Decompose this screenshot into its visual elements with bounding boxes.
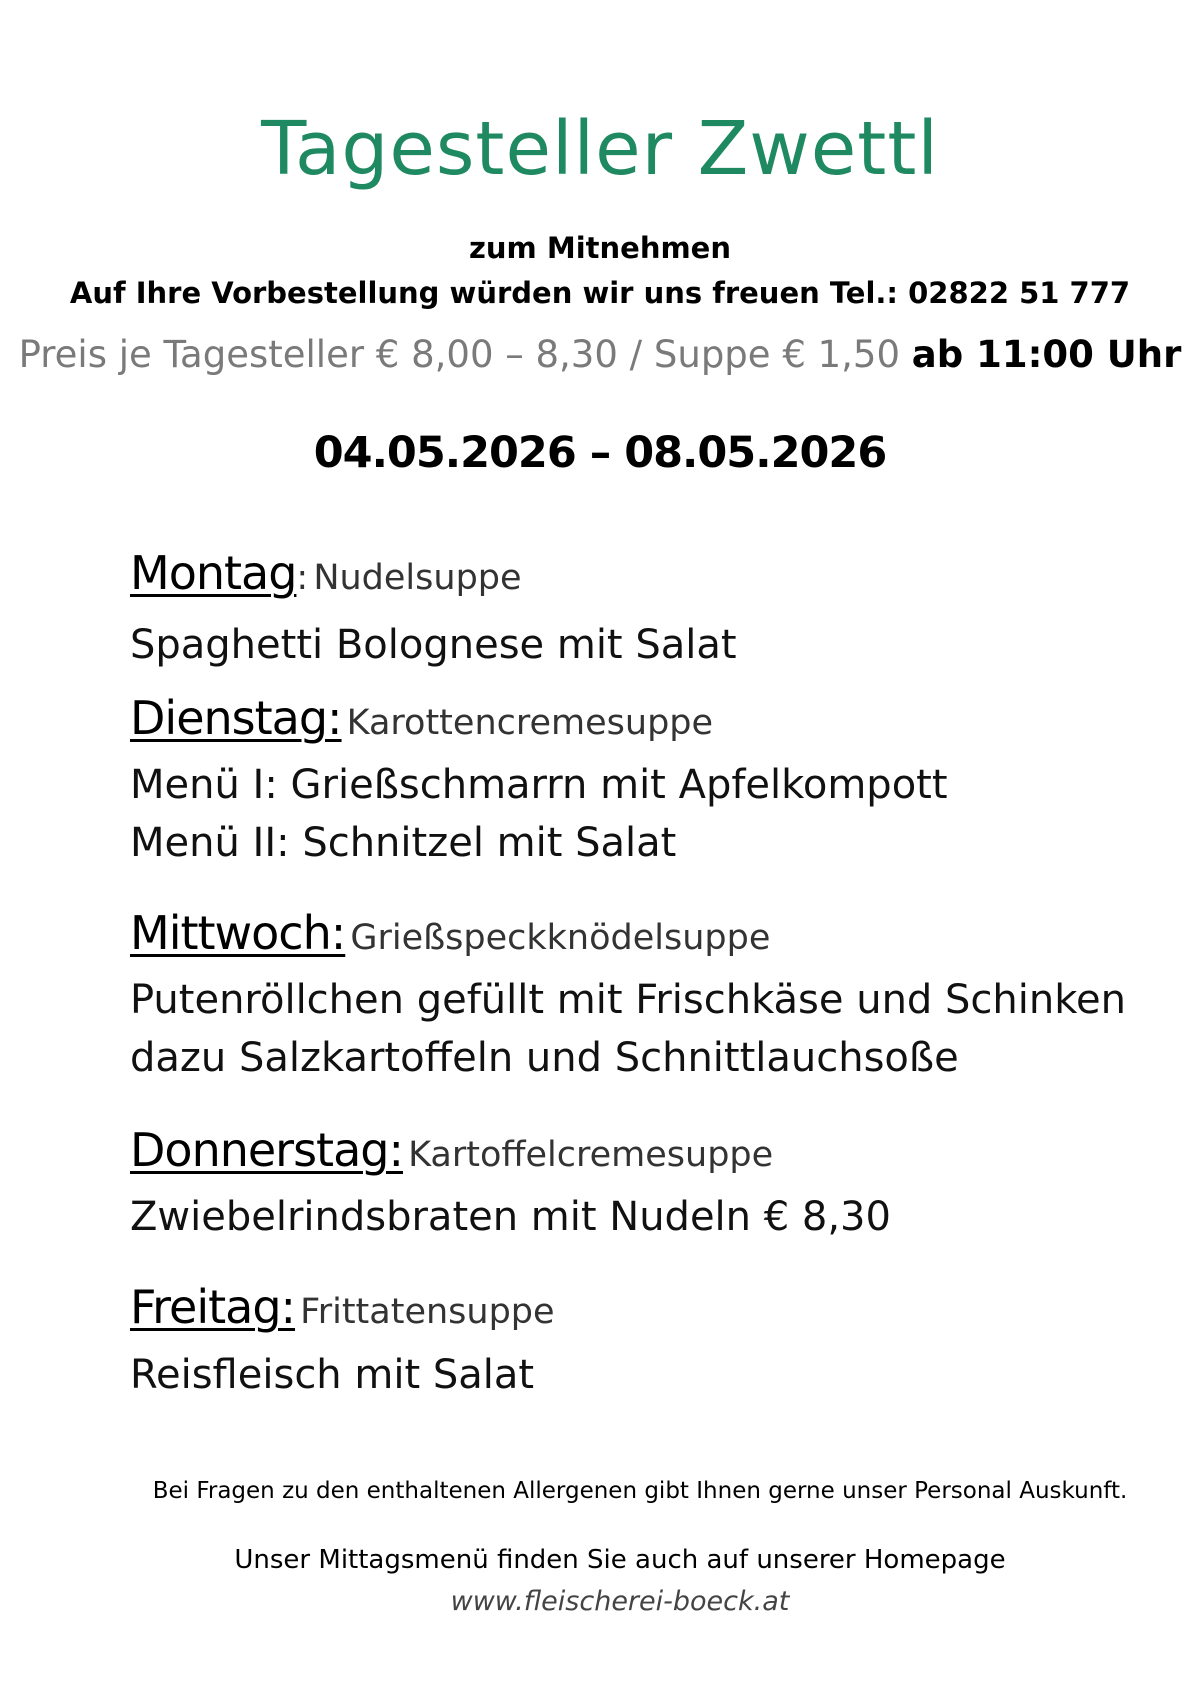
page-title: Tagesteller Zwettl	[261, 106, 939, 192]
soup-name: Karottencremesuppe	[346, 703, 714, 743]
date-range: 04.05.2026 – 08.05.2026	[313, 428, 887, 478]
day-name: Donnerstag:	[130, 1123, 403, 1177]
day-heading-donnerstag	[130, 1123, 774, 1177]
day-name: Dienstag:	[130, 691, 342, 745]
website-link[interactable]: www.fleischerei-boeck.at	[450, 1586, 790, 1617]
day-heading-freitag	[130, 1280, 555, 1334]
dish-line: Putenröllchen gefüllt mit Frischkäse und Schinken	[130, 977, 1126, 1023]
day-separator: :	[296, 558, 309, 598]
dish-line: Menü I: Grießschmarrn mit Apfelkompott	[130, 762, 948, 808]
dish-line: dazu Salzkartoffeln und Schnittlauchsoße	[130, 1035, 959, 1081]
soup-name: Kartoffelcremesuppe	[408, 1135, 774, 1175]
day-heading-dienstag	[130, 691, 714, 745]
day-name: Montag	[130, 546, 297, 600]
preorder-phone-line: Auf Ihre Vorbestellung würden wir uns freuen Tel.: 02822 51 777	[69, 276, 1131, 310]
allergen-note: Bei Fragen zu den enthaltenen Allergenen gibt Ihnen gerne unser Personal Auskunft.	[152, 1478, 1128, 1504]
takeaway-subtitle: zum Mitnehmen	[469, 231, 731, 265]
dish-line: Spaghetti Bolognese mit Salat	[130, 622, 737, 668]
price-line	[0, 333, 1200, 376]
day-heading-montag	[130, 546, 522, 600]
soup-name: Frittatensuppe	[300, 1292, 555, 1332]
dish-line: Reisfleisch mit Salat	[130, 1352, 535, 1398]
soup-name: Nudelsuppe	[313, 558, 522, 598]
price-text: Preis je Tagesteller € 8,00 – 8,30 / Suppe € 1,50	[18, 333, 900, 376]
homepage-note: Unser Mittagsmenü finden Sie auch auf unserer Homepage	[234, 1545, 1006, 1575]
day-name: Freitag:	[130, 1280, 296, 1334]
day-name: Mittwoch:	[130, 906, 346, 960]
dish-line: Menü II: Schnitzel mit Salat	[130, 820, 677, 866]
soup-name: Grießspeckknödelsuppe	[350, 918, 771, 958]
opening-time: ab 11:00 Uhr	[911, 333, 1182, 376]
day-heading-mittwoch	[130, 906, 771, 960]
dish-line: Zwiebelrindsbraten mit Nudeln € 8,30	[130, 1194, 891, 1240]
